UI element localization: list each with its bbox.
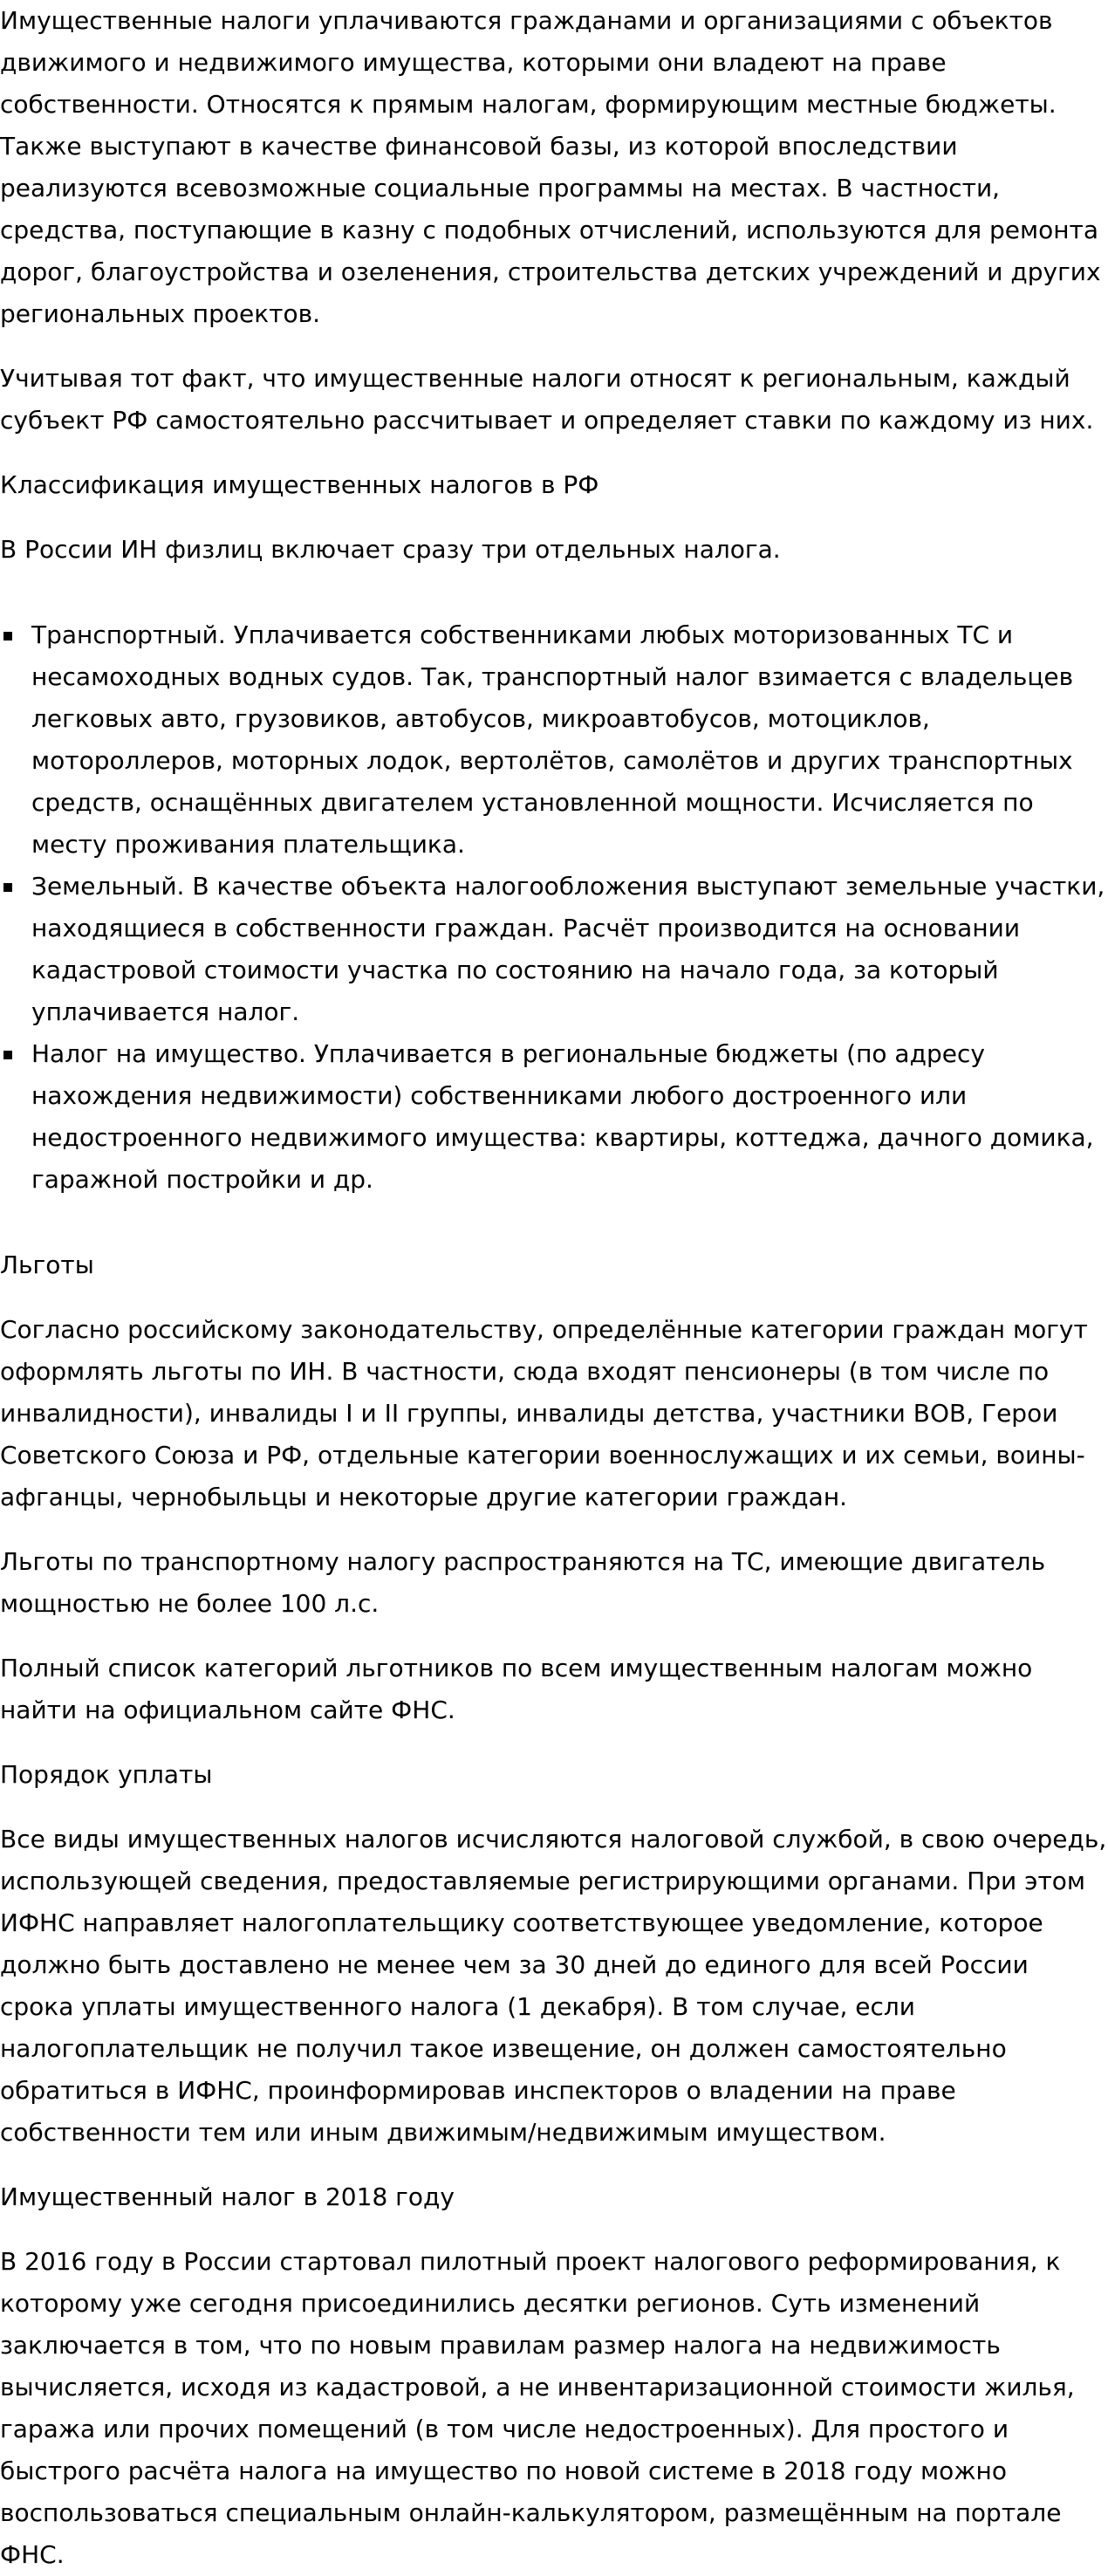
classification-heading: Классификация имущественных налогов в РФ [0, 470, 599, 499]
regional-rates-paragraph: Учитывая тот факт, что имущественные налоги относят к региональным, каждый субъект РФ самостоятельно рассчитывает и определяет ставки по каждому из них. [0, 364, 1094, 435]
transport-benefits-paragraph: Льготы по транспортному налогу распространяются на ТС, имеющие двигатель мощностью не более 100 л.с. [0, 1547, 1046, 1618]
intro-paragraph: Имущественные налоги уплачиваются гражданами и организациями с объектов движимого и недвижимого имущества, которыми они владеют на праве собственности. Относятся к прямым налогам, формирующим местные бюджеты. Также выступают в качестве финансовой базы, из которой впоследствии реализуются всевозможные социальные программы на местах. В частности, средства, поступающие в казну с подобных отчислений, используются для ремонта дорог, благоустройства и озеленения, строительства детских учреждений и других региональных проектов. [0, 6, 1101, 328]
square-bullet-icon [3, 883, 12, 892]
list-item-land-tax [0, 866, 1108, 1033]
list-item-text: Налог на имущество. Уплачивается в региональные бюджеты (по адресу нахождения недвижимости) собственниками любого достроенного или недостроенного недвижимого имущества: квартиры, коттеджа, дачного домика, гаражной постройки и др. [31, 1039, 1094, 1194]
list-item-property-tax [0, 1033, 1108, 1201]
list-item-transport-tax [0, 614, 1108, 866]
square-bullet-icon [3, 632, 12, 641]
tax-types-list [0, 614, 1108, 1201]
reform-paragraph: В 2016 году в России стартовал пилотный проект налогового реформирования, к которому уже сегодня присоединились десятки регионов. Суть изменений заключается в том, что по новым правилам размер налога на недвижимость вычисляется, исходя из кадастровой, а не инвентаризационной стоимости жилья, гаража или прочих помещений (в том числе недостроенных). Для простого и быстрого расчёта налога на имущество по новой системе в 2018 году можно воспользоваться специальным онлайн-калькулятором, размещённым на портале ФНС. [0, 2247, 1075, 2569]
full-list-paragraph: Полный список категорий льготников по всем имущественным налогам можно найти на официальном сайте ФНС. [0, 1654, 1033, 1724]
tax-2018-heading: Имущественный налог в 2018 году [0, 2182, 455, 2211]
benefits-paragraph: Согласно российскому законодательству, определённые категории граждан могут оформлять льготы по ИН. В частности, сюда входят пенсионеры (в том числе по инвалидности), инвалиды I и II группы, инвалиды детства, участники ВОВ, Герои Советского Союза и РФ, отдельные категории военнослужащих и их семьи, воины-афганцы, чернобыльцы и некоторые другие категории граждан. [0, 1315, 1088, 1511]
benefits-heading: Льготы [0, 1250, 94, 1279]
square-bullet-icon [3, 1051, 12, 1059]
list-item-text: Транспортный. Уплачивается собственниками любых моторизованных ТС и несамоходных водных судов. Так, транспортный налог взимается с владельцев легковых авто, грузовиков, автобусов, микроавтобусов, мотоциклов, мотороллеров, моторных лодок, вертолётов, самолётов и других транспортных средств, оснащённых двигателем установленной мощности. Исчисляется по месту проживания плательщика. [31, 620, 1074, 859]
payment-heading: Порядок уплаты [0, 1760, 213, 1789]
payment-paragraph: Все виды имущественных налогов исчисляются налоговой службой, в свою очередь, использующей сведения, предоставляемые регистрирующими органами. При этом ИФНС направляет налогоплательщику соответствующее уведомление, которое должно быть доставлено не менее чем за 30 дней до единого для всей России срока уплаты имущественного налога (1 декабря). В том случае, если налогоплательщик не получил такое извещение, он должен самостоятельно обратиться в ИФНС, проинформировав инспекторов о владении на праве собственности тем или иным движимым/недвижимым имуществом. [0, 1825, 1107, 2147]
three-taxes-paragraph: В России ИН физлиц включает сразу три отдельных налога. [0, 535, 781, 564]
list-item-text: Земельный. В качестве объекта налогообложения выступают земельные участки, находящиеся в собственности граждан. Расчёт производится на основании кадастровой стоимости участка по состоянию на начало года, за который уплачивается налог. [31, 872, 1105, 1026]
